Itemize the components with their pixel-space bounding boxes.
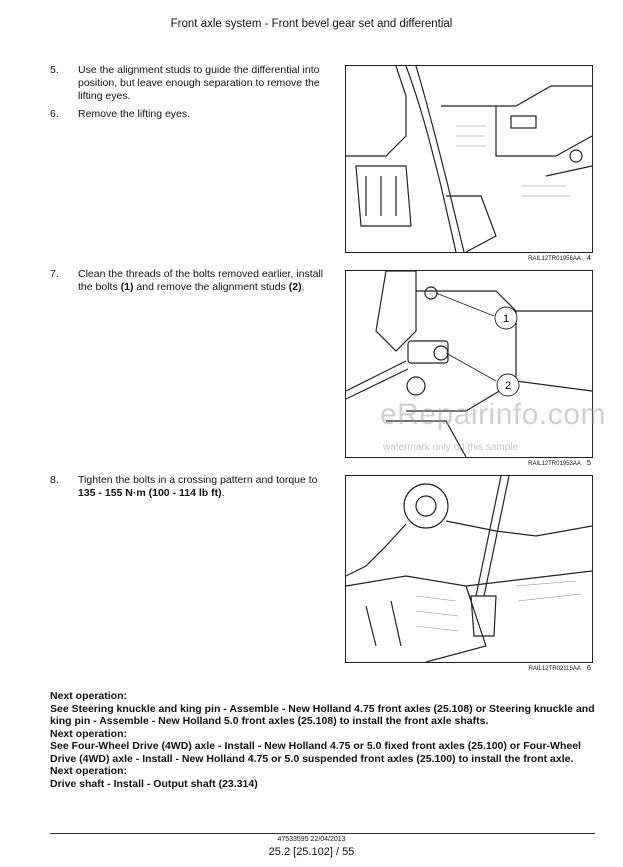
step-text: Tighten the bolts in a crossing pattern and torque to 135 - 155 N·m (100 - 114 lb ft). [78, 474, 318, 499]
step-text: Use the alignment studs to guide the differential into position, but leave enough separation to remove the lifting eyes. [78, 64, 320, 102]
figure-number: 6 [586, 663, 591, 672]
torque-spec: 135 - 155 N·m (100 - 114 lb ft) [78, 487, 222, 499]
step-text: Clean the threads of the bolts removed earlier, install the bolts (1) and remove the alignment studs (2). [78, 268, 324, 293]
next-operation-text: See Four-Wheel Drive (4WD) axle - Install - New Holland 4.75 or 5.0 fixed front axles (25.100) or Four-Wheel Drive (4WD) axle - Install - New Holland 4.75 or 5.0 suspended front axles (25.100) to install the front axle. [50, 740, 581, 765]
callout-1-label: 1 [502, 313, 510, 325]
figure-6-image [345, 475, 593, 663]
next-operation-text: See Steering knuckle and king pin - Assemble - New Holland 4.75 front axles (25.108) or Steering knuckle and king pin - Assemble - New Holland 5.0 front axles (25.108) to install the front axle shafts. [50, 702, 595, 727]
watermark-subtext: watermark only on this sample [383, 442, 519, 453]
next-operation-label: Next operation: [50, 690, 128, 702]
next-operation-label: Next operation: [50, 765, 128, 777]
figure-4-caption [345, 253, 591, 262]
figure-6-caption [345, 663, 591, 672]
figure-5-caption [345, 458, 591, 467]
figure-number: 4 [586, 253, 591, 262]
watermark-text: eRepairinfo.com [380, 398, 606, 431]
next-operation-label: Next operation: [50, 727, 128, 740]
next-operation-text: Drive shaft - Install - Output shaft (23.314) [50, 777, 258, 790]
step-7 [50, 268, 330, 294]
step-8 [50, 474, 330, 500]
step-6 [50, 108, 330, 121]
callout-ref-2: (2) [288, 281, 302, 293]
figure-code: RAIL12TR01956AA [528, 256, 581, 262]
next-operations [50, 690, 595, 790]
document-id: 47533595 22/04/2013 [277, 836, 346, 843]
figure-code: RAIL12TR02115AA [528, 666, 581, 672]
step-number: 7. [50, 268, 59, 280]
figure-number: 5 [586, 458, 591, 467]
page-header: Front axle system - Front bevel gear set and differential [170, 18, 453, 30]
callout-ref-1: (1) [120, 281, 134, 293]
step-number: 8. [50, 474, 59, 486]
page-number: 25.2 [25.102] / 55 [268, 846, 355, 858]
figure-4-image [345, 65, 593, 253]
step-5 [50, 64, 330, 103]
callout-2-label: 2 [504, 380, 512, 392]
step-number: 5. [50, 64, 59, 76]
footer-rule [50, 833, 595, 834]
step-number: 6. [50, 108, 59, 120]
figure-code: RAIL12TR01953AA [528, 461, 581, 467]
step-text: Remove the lifting eyes. [78, 108, 191, 120]
